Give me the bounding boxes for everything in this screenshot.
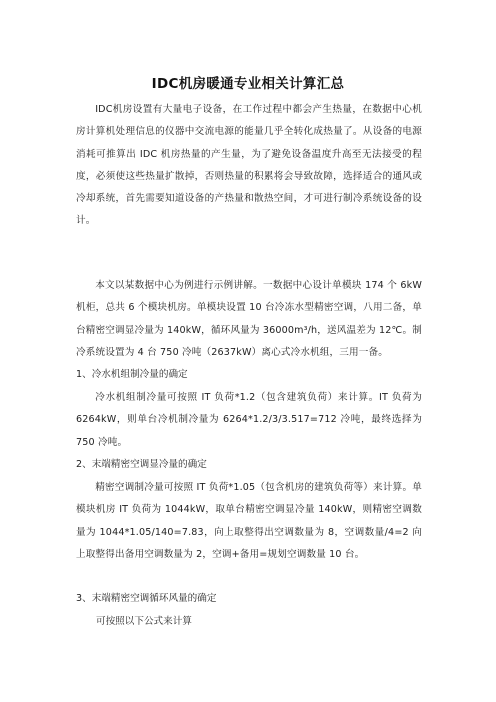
section-3-heading: 3、末端精密空调循环风量的确定 [76, 593, 217, 604]
section-3-body: 可按照以下公式来计算 [96, 616, 192, 627]
example-paragraph: 本文以某数据中心为例进行示例讲解。一数据中心设计单模块 174 个 6kW 机柜，总共 6 个模块机房。单模块设置 10 台冷冻水型精密空调，八用二备，单台精密空调显冷量为 140kW，循环风量为 36000m³/h，送风温差为 12℃。制冷系统设置为 4 台 750 冷吨（2637kW）离心式冷水机组，三用一备。 [76, 280, 422, 358]
intro-paragraph: IDC机房设置有大量电子设备，在工作过程中都会产生热量，在数据中心机房计算机处理信息的仪器中交流电源的能量几乎全转化成热量了。从设备的电源消耗可推算出 IDC 机房热量的产生量，为了避免设备温度升高至无法接受的程度，必须使这些热量扩散掉，否则热量的积累将会导致故障，选择适合的通风或冷却系统，首先需要知道设备的产热量和散热空间，才可进行制冷系统设备的设计。 [76, 104, 422, 227]
section-1-body: 冷水机组制冷量可按照 IT 负荷*1.2（包含建筑负荷）来计算。IT 负荷为 6264kW，则单台冷机制冷量为 6264*1.2/3/3.517=712 冷吨，最终选择为 750 冷吨。 [76, 392, 422, 448]
section-1-heading: 1、冷水机组制冷量的确定 [76, 369, 188, 380]
section-2-body: 精密空调制冷量可按照 IT 负荷*1.05（包含机房的建筑负荷等）来计算。单模块机房 IT 负荷为 1044kW，取单台精密空调显冷量 140kW，则精密空调数量为 1044*1.05/140=7.83，向上取整得出空调数量为 8，空调数量/4=2 向上取整得出备用空调数量为 2，空调+备用=规划空调数量 10 台。 [76, 482, 422, 560]
page-title: IDC机房暖通专业相关计算汇总 [151, 76, 345, 92]
section-2-heading: 2、末端精密空调显冷量的确定 [76, 459, 207, 470]
